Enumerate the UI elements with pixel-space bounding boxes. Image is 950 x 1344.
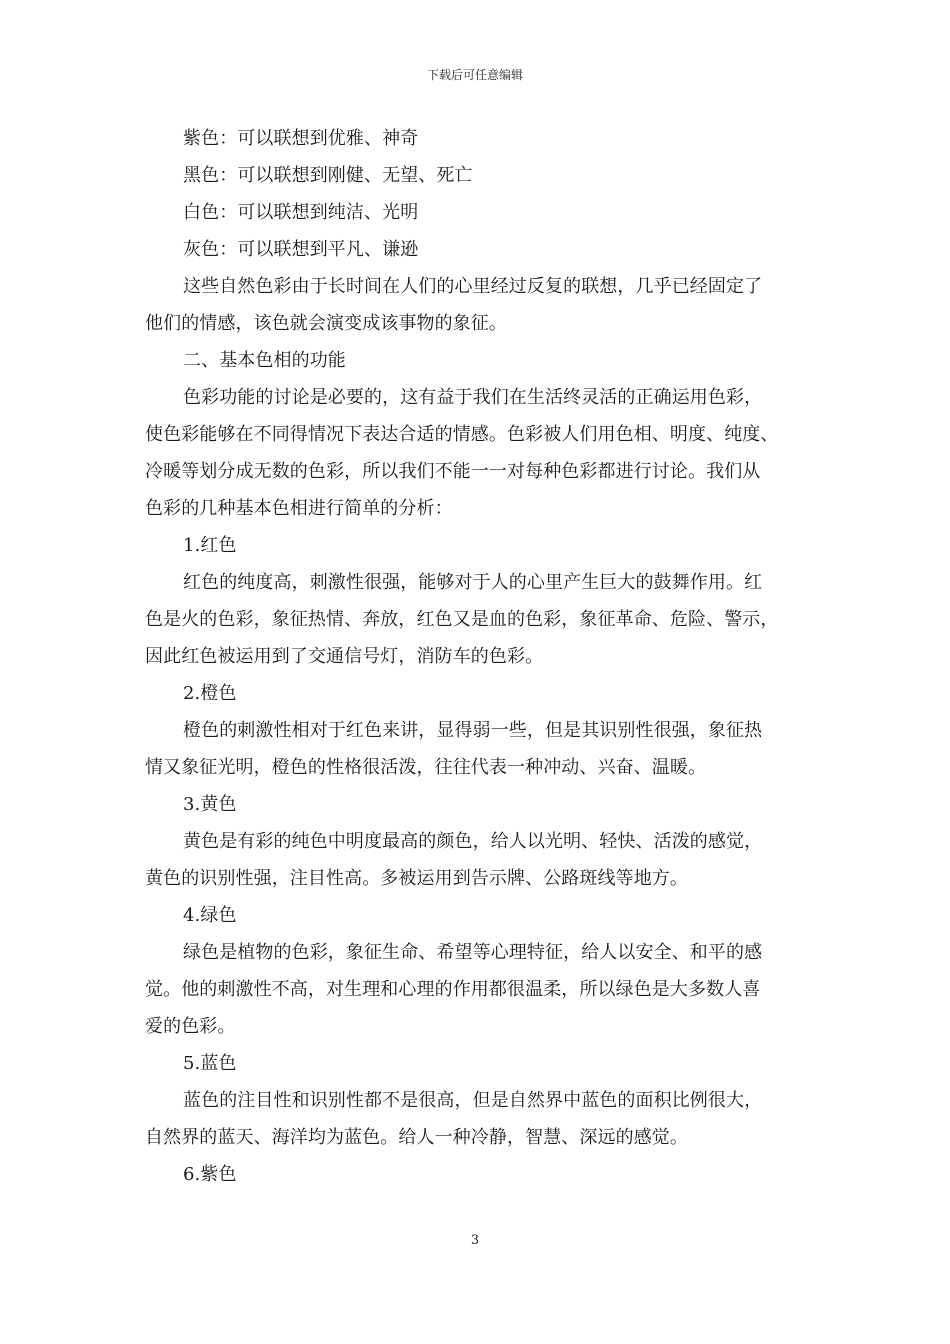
page-header: 下载后可任意编辑 [426,68,523,82]
text-line: 情又象征光明，橙色的性格很活泼，往往代表一种冲动、兴奋、温暖。 [145,757,707,778]
text-line: 红色的纯度高，刺激性很强，能够对于人的心里产生巨大的鼓舞作用。红 [183,572,763,593]
text-line: 他们的情感，该色就会演变成该事物的象征。 [145,313,507,334]
page-number: 3 [470,1233,480,1248]
text-line: 2.橙色 [183,683,237,704]
text-line: 黄色是有彩的纯色中明度最高的颜色，给人以光明、轻快、活泼的感觉， [183,831,763,852]
text-line: 3.黄色 [183,794,237,815]
text-line: 觉。他的刺激性不高，对生理和心理的作用都很温柔，所以绿色是大多数人喜 [145,979,761,1000]
text-line: 使色彩能够在不同得情况下表达合适的情感。色彩被人们用色相、明度、纯度、 [145,424,779,445]
text-line: 1.红色 [183,535,237,556]
text-line: 自然界的蓝天、海洋均为蓝色。给人一种冷静，智慧、深远的感觉。 [145,1127,688,1148]
text-line: 色彩的几种基本色相进行简单的分析： [145,498,453,519]
text-line: 紫色：可以联想到优雅、神奇 [183,128,419,149]
text-line: 灰色：可以联想到平凡、谦逊 [183,239,419,260]
text-line: 黑色：可以联想到刚健、无望、死亡 [183,165,473,186]
text-line: 蓝色的注目性和识别性都不是很高，但是自然界中蓝色的面积比例很大， [183,1090,763,1111]
document-body [145,120,810,1193]
text-line: 二、基本色相的功能 [183,350,346,371]
text-line: 4.绿色 [183,905,237,926]
text-line: 色彩功能的讨论是必要的，这有益于我们在生活终灵活的正确运用色彩， [183,387,763,408]
text-line: 因此红色被运用到了交通信号灯，消防车的色彩。 [145,646,544,667]
text-line: 这些自然色彩由于长时间在人们的心里经过反复的联想，几乎已经固定了 [183,276,763,297]
text-line: 黄色的识别性强，注目性高。多被运用到告示牌、公路斑线等地方。 [145,868,688,889]
text-line: 5.蓝色 [183,1053,237,1074]
text-line: 绿色是植物的色彩，象征生命、希望等心理特征，给人以安全、和平的感 [183,942,763,963]
text-line: 冷暖等划分成无数的色彩，所以我们不能一一对每种色彩都进行讨论。我们从 [145,461,761,482]
text-line: 白色：可以联想到纯洁、光明 [183,202,419,223]
text-line: 橙色的刺激性相对于红色来讲，显得弱一些，但是其识别性很强，象征热 [183,720,763,741]
text-line: 色是火的色彩，象征热情、奔放，红色又是血的色彩，象征革命、危险、警示， [145,609,779,630]
text-line: 爱的色彩。 [145,1016,236,1037]
text-line: 6.紫色 [183,1164,237,1185]
